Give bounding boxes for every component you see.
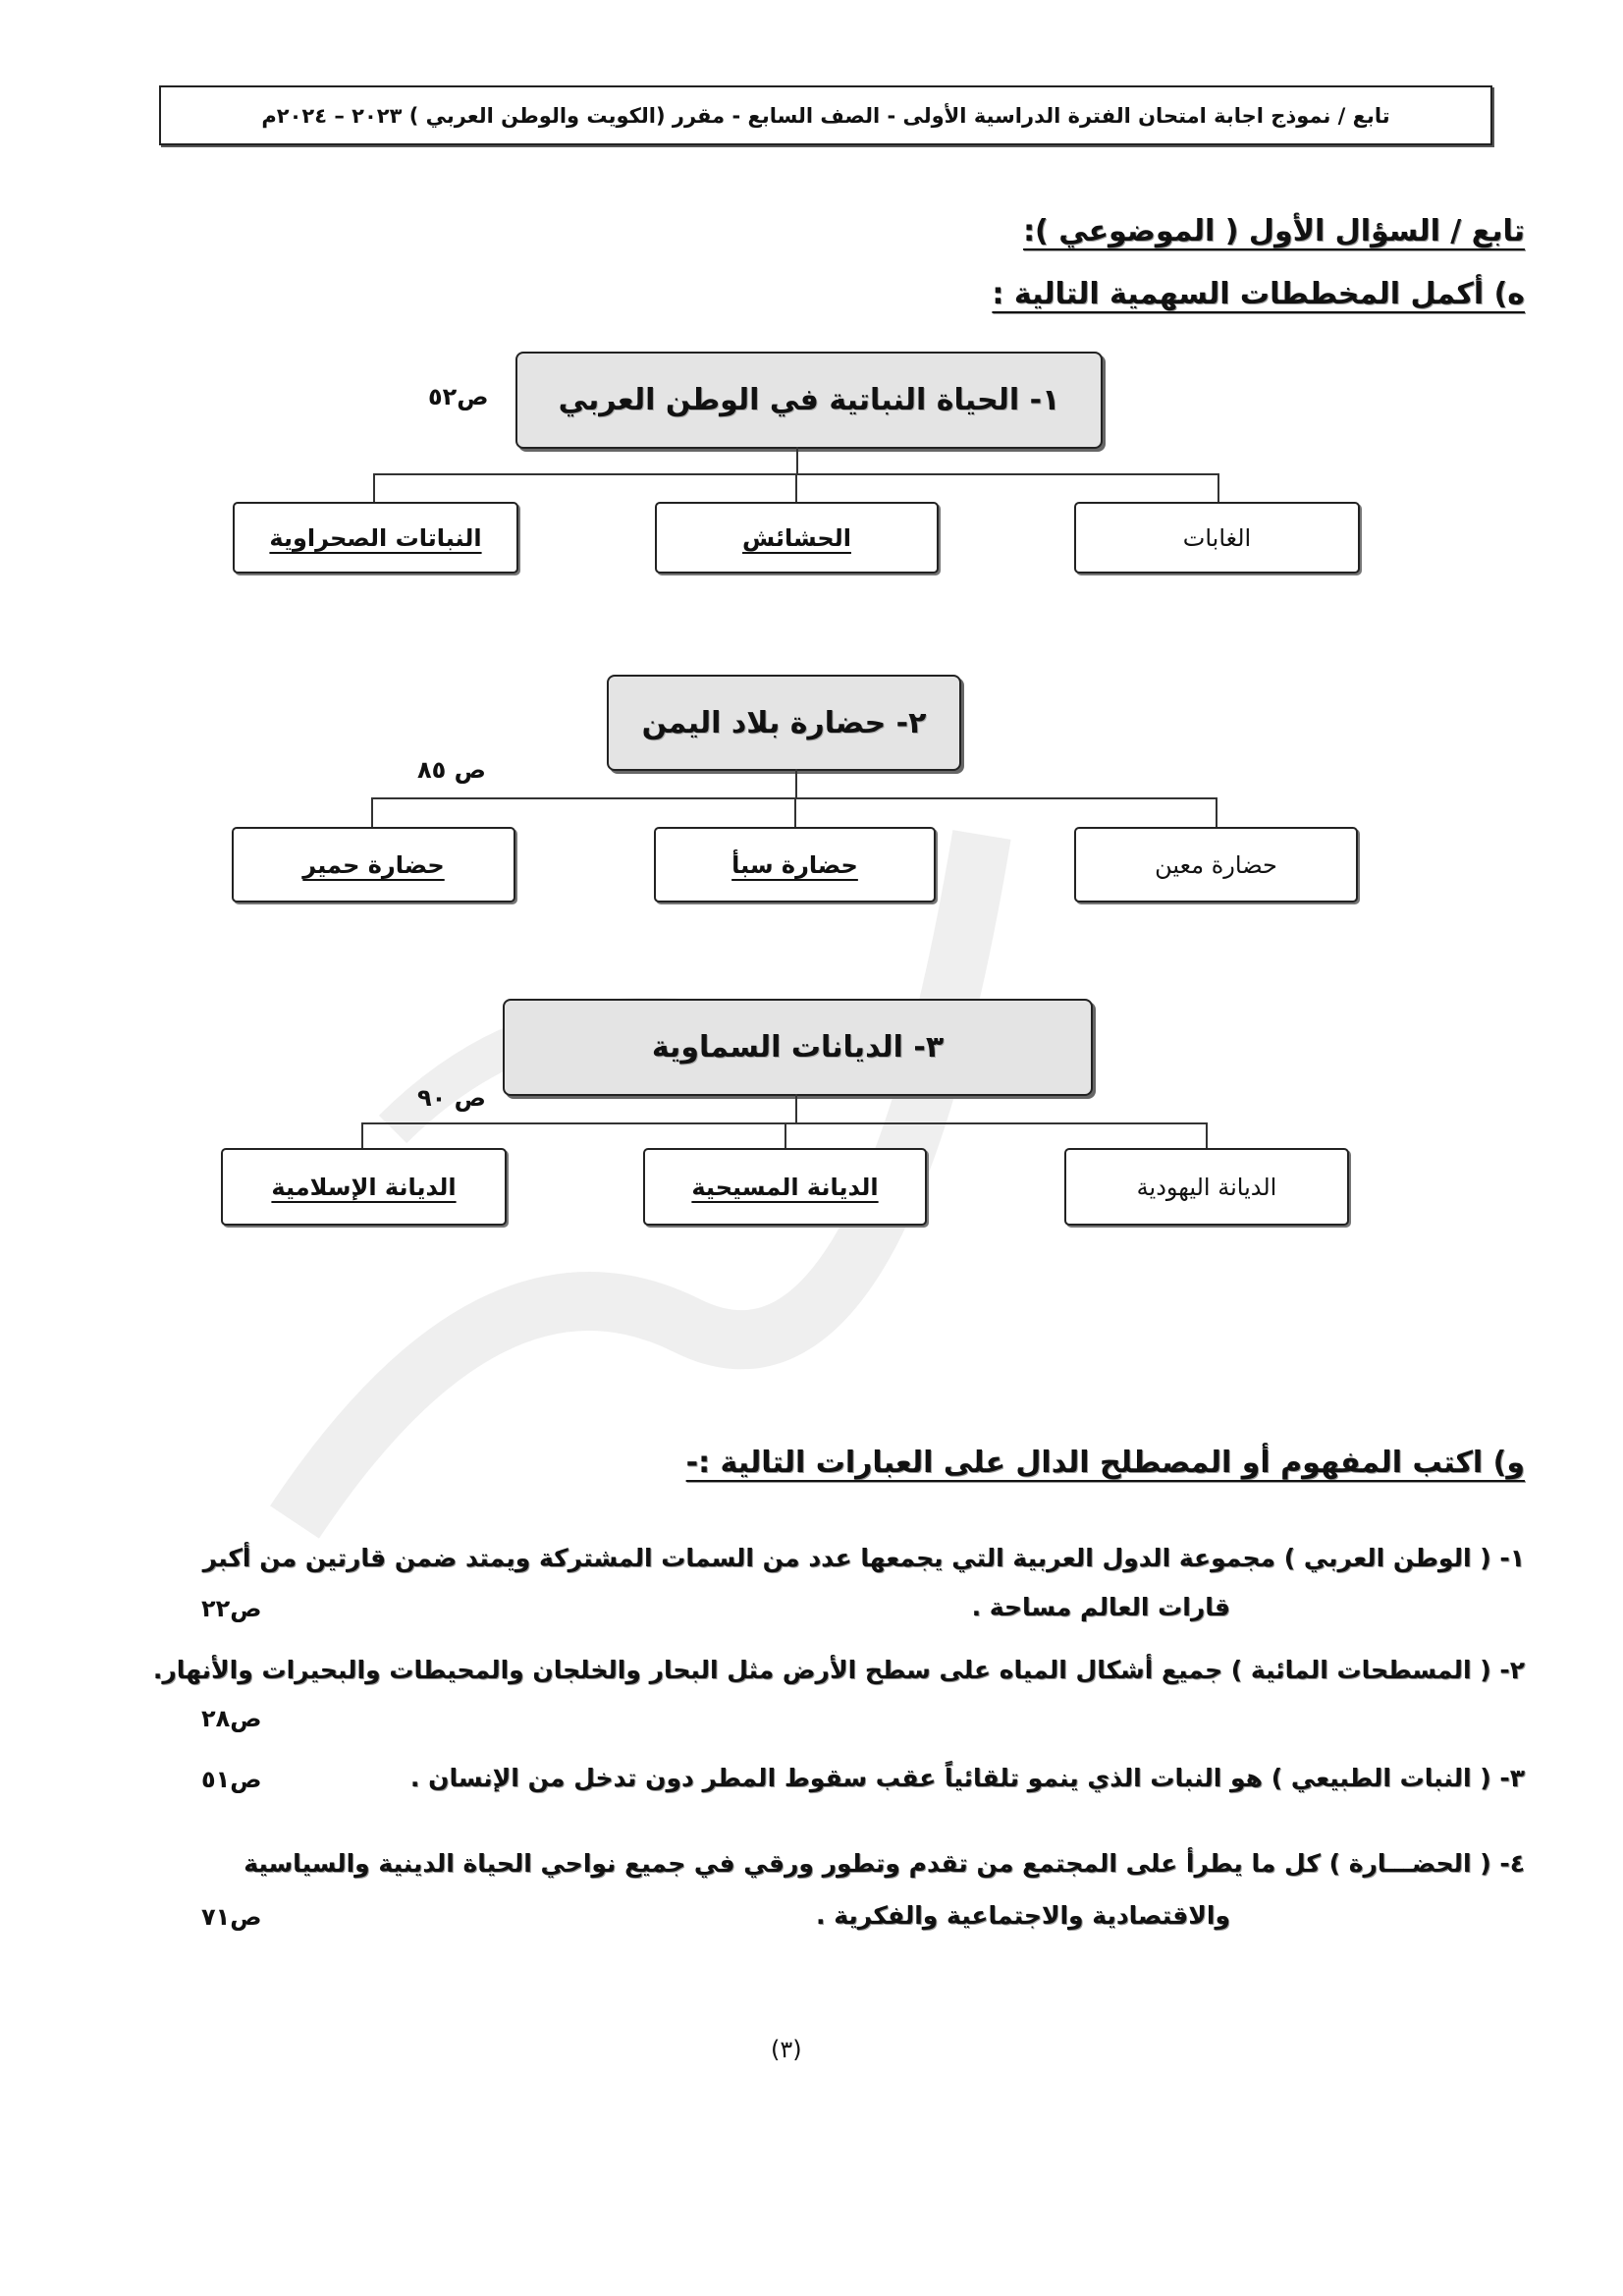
connector <box>784 1122 786 1149</box>
item-2-line-1: ٢- ( المسطحات المائية ) جميع أشكال المياه على سطح الأرض مثل البحار والخلجان والمحيطات والبحيرات والأنهار. <box>152 1656 1525 1684</box>
connector <box>361 1122 363 1149</box>
connector <box>795 769 797 798</box>
connector <box>1216 797 1217 827</box>
diagram-3-main-box: ٣- الديانات السماوية <box>503 999 1093 1096</box>
connector <box>373 473 375 503</box>
diagram-3-page-ref: ص ٩٠ <box>417 1084 486 1112</box>
section-h-title: ه) أكمل المخططات السهمية التالية : <box>992 277 1525 311</box>
item-4-line-2: والاقتصادية والاجتماعية والفكرية . <box>816 1901 1230 1930</box>
item-4-page-ref: ص٧١ <box>201 1903 262 1931</box>
diagram-3-child: الديانة اليهودية <box>1064 1148 1349 1226</box>
diagram-1-child: النباتات الصحراوية <box>233 502 518 574</box>
diagram-2-child: حضارة حمير <box>232 827 515 902</box>
diagram-2-child: حضارة سبأ <box>654 827 936 902</box>
diagram-3-child: الديانة المسيحية <box>643 1148 927 1226</box>
item-3-line-1: ٣- ( النبات الطبيعي ) هو النبات الذي ينمو تلقائياً عقب سقوط المطر دون تدخل من الإنسان . <box>409 1764 1525 1792</box>
item-1-line-2: قارات العالم مساحة . <box>971 1593 1230 1621</box>
item-1-line-1: ١- ( الوطن العربي ) مجموعة الدول العربية التي يجمعها عدد من السمات المشتركة ويمتد ضمن قارتين من أكبر <box>202 1544 1525 1572</box>
diagram-1-child: الغابات <box>1074 502 1360 574</box>
diagram-2-main-box: ٢- حضارة بلاد اليمن <box>607 675 961 771</box>
connector <box>796 447 798 474</box>
question-title: تابع / السؤال الأول ( الموضوعي ): <box>1023 214 1525 248</box>
header-title: تابع / نموذج اجابة امتحان الفترة الدراسية الأولى - الصف السابع - مقرر (الكويت والوطن العربي ) ٢٠٢٣ – ٢٠٢٤م <box>261 103 1390 128</box>
connector <box>795 1094 797 1123</box>
item-4-line-1: ٤- ( الحضـــارة ) كل ما يطرأ على المجتمع من تقدم وتطور ورقي في جميع نواحي الحياة الدينية والسياسية <box>243 1849 1525 1878</box>
connector <box>795 473 797 503</box>
item-2-page-ref: ص٢٨ <box>201 1705 262 1732</box>
section-w-title: و) اكتب المفهوم أو المصطلح الدال على العبارات التالية :- <box>685 1446 1525 1480</box>
connector <box>1206 1122 1208 1149</box>
diagram-1-page-ref: ص٥٢ <box>428 383 489 410</box>
diagram-3-child: الديانة الإسلامية <box>221 1148 507 1226</box>
page-number: (٣) <box>771 2036 802 2063</box>
connector <box>794 797 796 827</box>
item-3-page-ref: ص٥١ <box>201 1766 262 1793</box>
connector <box>371 797 373 827</box>
connector <box>1217 473 1219 503</box>
diagram-1-main-box: ١- الحياة النباتية في الوطن العربي <box>515 352 1103 449</box>
diagram-2-child: حضارة معين <box>1074 827 1358 902</box>
page-header <box>159 85 1492 145</box>
item-1-page-ref: ص٢٢ <box>201 1595 262 1622</box>
diagram-2-page-ref: ص ٨٥ <box>417 756 486 784</box>
diagram-1-child: الحشائش <box>655 502 939 574</box>
